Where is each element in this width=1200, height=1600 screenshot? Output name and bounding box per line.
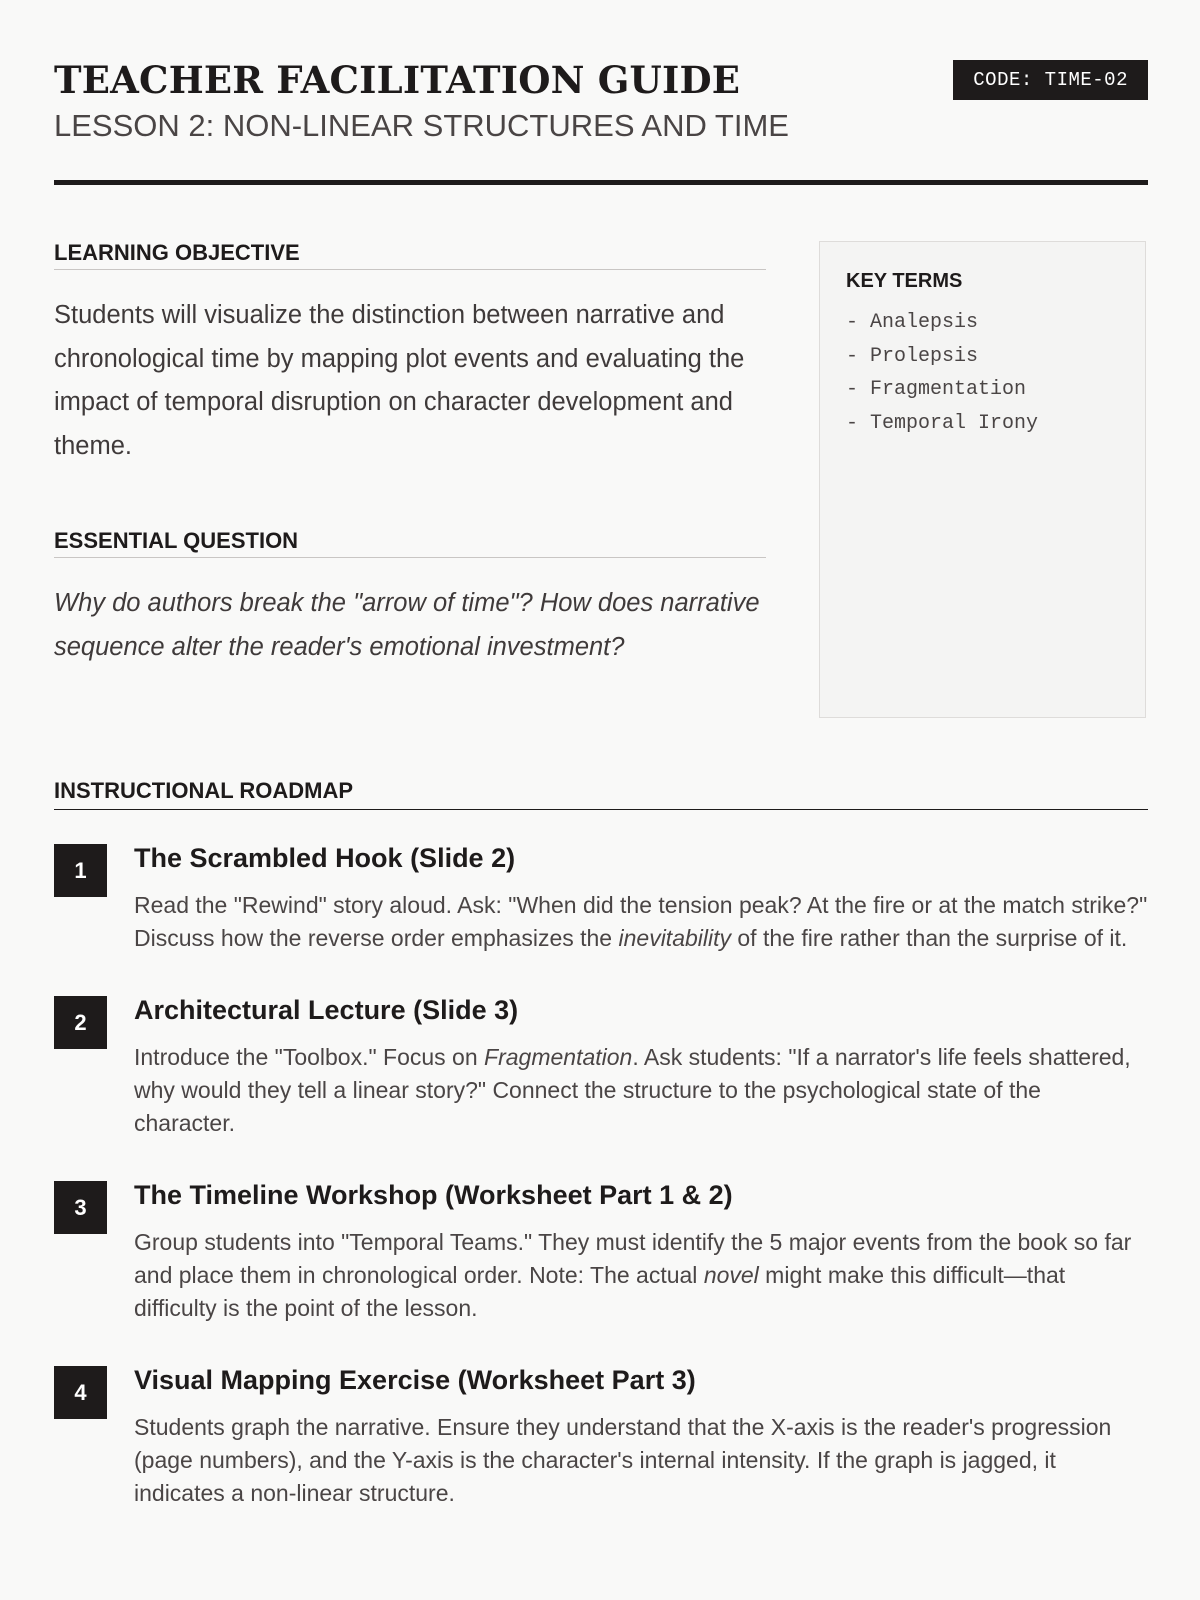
header-divider	[54, 180, 1148, 185]
step-number-badge: 2	[54, 996, 107, 1049]
step-number-badge: 3	[54, 1181, 107, 1234]
step-text: Read the "Rewind" story aloud. Ask: "When did the tension peak? At the fire or at the match strike?" Discuss how the reverse order emphasizes the	[134, 892, 1148, 951]
step-description	[134, 1041, 1148, 1140]
step-emphasis: inevitability	[618, 925, 731, 951]
roadmap-step	[54, 840, 1148, 955]
step-description	[134, 1226, 1148, 1325]
step-title: The Scrambled Hook (Slide 2)	[134, 843, 516, 873]
facilitation-guide-page	[54, 56, 1148, 1506]
step-emphasis: Fragmentation	[484, 1044, 633, 1070]
key-term-item: - Temporal Irony	[846, 411, 1039, 435]
step-text: Introduce the "Toolbox." Focus on	[134, 1044, 485, 1070]
lesson-overview	[54, 240, 766, 669]
key-term-item: - Prolepsis	[846, 344, 979, 368]
step-text: might make this difficult—that difficulty is the point of the lesson.	[134, 1262, 1066, 1321]
essential-question-heading: ESSENTIAL QUESTION	[54, 528, 766, 558]
step-title: Visual Mapping Exercise (Worksheet Part 3)	[134, 1365, 696, 1395]
key-term-item: - Analepsis	[846, 311, 979, 334]
learning-objective-section	[54, 240, 766, 468]
step-description	[134, 889, 1148, 955]
learning-objective-text: Students will visualize the distinction between narrative and chronological time by mapping plot events and evaluating the impact of temporal disruption on character development and theme.	[54, 301, 745, 460]
step-title: The Timeline Workshop (Worksheet Part 1 & 2)	[134, 1180, 733, 1210]
step-title: Architectural Lecture (Slide 3)	[134, 995, 519, 1025]
step-number-badge: 4	[54, 1366, 107, 1419]
step-text: Students graph the narrative. Ensure they understand that the X-axis is the reader's progression (page numbers), and the Y-axis is the character's internal intensity. If the graph is jagged, it indicates a non-linear structure.	[134, 1414, 1112, 1506]
key-term-item: - Fragmentation	[846, 378, 1027, 401]
lesson-subtitle: LESSON 2: NON-LINEAR STRUCTURES AND TIME	[54, 108, 789, 143]
essential-question-section	[54, 528, 766, 669]
step-number-badge: 1	[54, 844, 107, 897]
instructional-roadmap	[54, 778, 1148, 1510]
roadmap-step	[54, 1177, 1148, 1325]
step-emphasis: novel	[703, 1262, 759, 1288]
learning-objective-heading: LEARNING OBJECTIVE	[54, 240, 766, 270]
key-terms-list	[846, 306, 1119, 440]
roadmap-step	[54, 1362, 1148, 1510]
page-title: TEACHER FACILITATION GUIDE	[54, 58, 741, 102]
key-terms-title: KEY TERMS	[846, 270, 963, 292]
step-description	[134, 1411, 1148, 1510]
step-text: Group students into "Temporal Teams." They must identify the 5 major events from the book so far and place them in chronological order. Note: The actual	[134, 1229, 1132, 1288]
roadmap-heading: INSTRUCTIONAL ROADMAP	[54, 778, 1148, 810]
roadmap-step	[54, 992, 1148, 1140]
step-text: of the fire rather than the surprise of it.	[731, 925, 1128, 951]
lesson-code-badge: CODE: TIME-02	[953, 60, 1148, 100]
key-terms-box	[819, 241, 1146, 718]
step-text: . Ask students: "If a narrator's life feels shattered, why would they tell a linear story?" Connect the structure to the psychological state of the character.	[134, 1044, 1131, 1136]
essential-question-text: Why do authors break the "arrow of time"? How does narrative sequence alter the reader's emotional investment?	[54, 589, 760, 661]
